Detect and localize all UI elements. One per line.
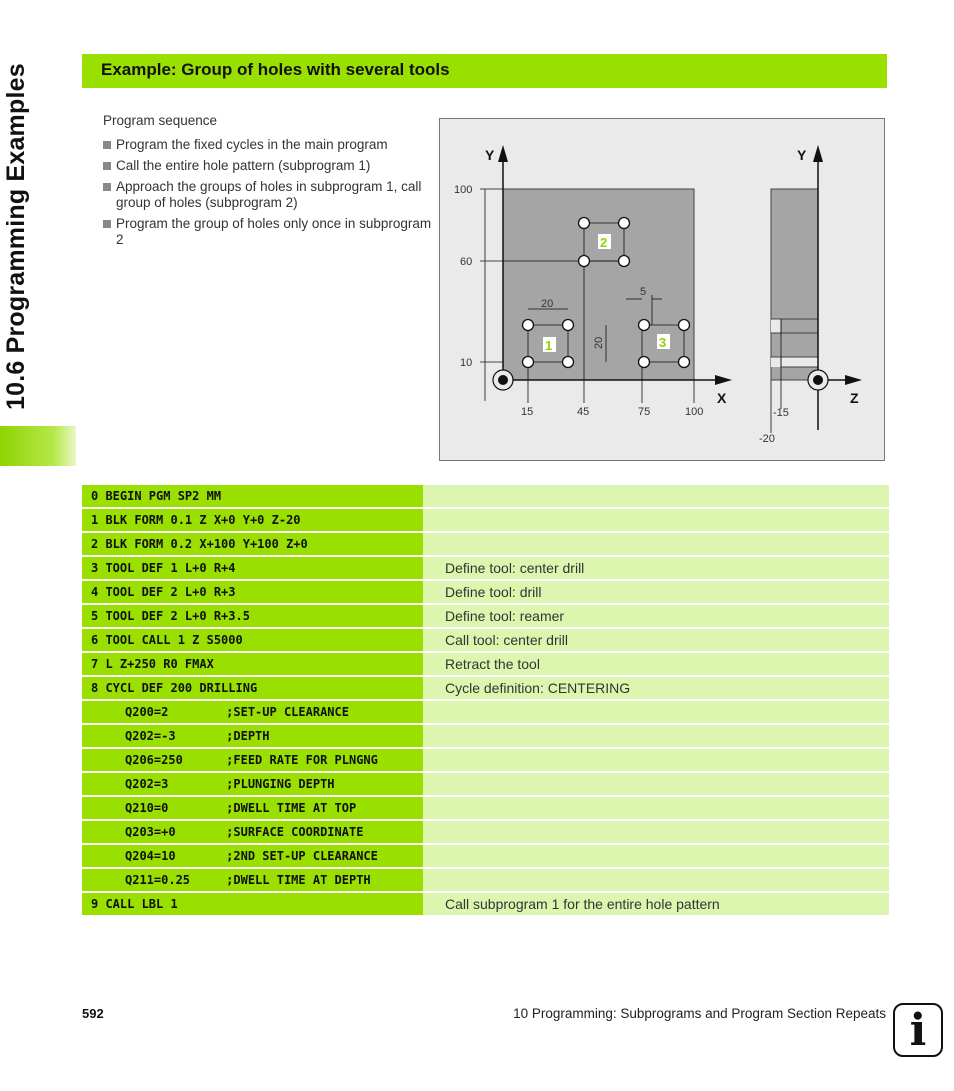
- hole-marker: [639, 320, 650, 331]
- square-bullet-icon: [103, 220, 111, 228]
- table-row: [82, 557, 889, 579]
- z-dim-15: -15: [773, 407, 789, 419]
- nc-code-cell: 2 BLK FORM 0.2 X+100 Y+100 Z+0: [82, 533, 423, 555]
- nc-code-cell: 3 TOOL DEF 1 L+0 R+4: [82, 557, 423, 579]
- list-item-text: Call the entire hole pattern (subprogram 1): [116, 158, 371, 173]
- table-row: [82, 893, 889, 915]
- group-2-label: 2: [600, 235, 608, 250]
- table-row: [82, 821, 889, 843]
- hole-marker: [563, 320, 574, 331]
- square-bullet-icon: [103, 162, 111, 170]
- list-item: [103, 179, 433, 211]
- dim-20-horizontal: 20: [541, 298, 554, 310]
- table-row: [82, 581, 889, 603]
- table-row: [82, 845, 889, 867]
- hole-marker: [523, 320, 534, 331]
- nc-description-cell: Define tool: drill: [423, 581, 889, 603]
- nc-code-cell: Q210=0 ;DWELL TIME AT TOP: [82, 797, 423, 819]
- origin-marker-side-icon: [808, 370, 828, 390]
- nc-description-cell: [423, 701, 889, 723]
- group-1-label: 1: [545, 338, 553, 353]
- list-item-text: Program the fixed cycles in the main program: [116, 137, 388, 152]
- hole-marker: [579, 256, 590, 267]
- info-icon: [893, 1003, 943, 1057]
- square-bullet-icon: [103, 183, 111, 191]
- nc-description-cell: [423, 533, 889, 555]
- y-dim-60: 60: [460, 256, 473, 268]
- program-sequence-list: [103, 137, 433, 248]
- list-item: [103, 216, 433, 248]
- program-sequence: [103, 113, 433, 253]
- nc-code-cell: Q211=0.25 ;DWELL TIME AT DEPTH: [82, 869, 423, 891]
- nc-description-cell: Define tool: center drill: [423, 557, 889, 579]
- table-row: [82, 701, 889, 723]
- x-dim-45: 45: [577, 406, 590, 418]
- nc-description-cell: [423, 509, 889, 531]
- nc-code-cell: Q203=+0 ;SURFACE COORDINATE: [82, 821, 423, 843]
- origin-marker-icon: [493, 370, 513, 390]
- hole-marker: [523, 357, 534, 368]
- nc-code-cell: Q200=2 ;SET-UP CLEARANCE: [82, 701, 423, 723]
- table-row: [82, 869, 889, 891]
- nc-code-cell: 0 BEGIN PGM SP2 MM: [82, 485, 423, 507]
- technical-drawing: [440, 119, 884, 460]
- dim-20-vertical: 20: [593, 336, 605, 349]
- nc-code-cell: 7 L Z+250 R0 FMAX: [82, 653, 423, 675]
- table-row: [82, 653, 889, 675]
- side-hole-lower: [771, 357, 818, 367]
- list-item: [103, 158, 433, 174]
- y-axis-arrow-icon: [498, 145, 508, 162]
- table-row: [82, 485, 889, 507]
- y-axis-right-arrow-icon: [813, 145, 823, 162]
- nc-description-cell: [423, 485, 889, 507]
- table-row: [82, 533, 889, 555]
- nc-description-cell: [423, 821, 889, 843]
- table-row: [82, 725, 889, 747]
- nc-description-cell: Call subprogram 1 for the entire hole pattern: [423, 893, 889, 915]
- x-axis-arrow-icon: [715, 375, 732, 385]
- y-axis-right-label: Y: [797, 147, 807, 163]
- hole-marker: [679, 357, 690, 368]
- x-dim-15: 15: [521, 406, 534, 418]
- nc-description-cell: [423, 749, 889, 771]
- hole-marker: [619, 256, 630, 267]
- side-section-title: [2, 63, 50, 450]
- nc-description-cell: Cycle definition: CENTERING: [423, 677, 889, 699]
- nc-description-cell: [423, 845, 889, 867]
- hole-marker: [563, 357, 574, 368]
- example-header: [82, 54, 887, 88]
- side-section-title-text: 10.6 Programming Examples: [2, 63, 30, 410]
- nc-code-cell: 8 CYCL DEF 200 DRILLING: [82, 677, 423, 699]
- nc-description-cell: [423, 797, 889, 819]
- nc-description-cell: Define tool: reamer: [423, 605, 889, 627]
- nc-code-cell: 1 BLK FORM 0.1 Z X+0 Y+0 Z-20: [82, 509, 423, 531]
- program-sequence-heading: Program sequence: [103, 113, 218, 128]
- table-row: [82, 509, 889, 531]
- nc-code-cell: 4 TOOL DEF 2 L+0 R+3: [82, 581, 423, 603]
- y-axis-label: Y: [485, 147, 495, 163]
- nc-code-cell: 5 TOOL DEF 2 L+0 R+3.5: [82, 605, 423, 627]
- nc-code-cell: 9 CALL LBL 1: [82, 893, 423, 915]
- nc-code-cell: Q206=250 ;FEED RATE FOR PLNGNG: [82, 749, 423, 771]
- table-row: [82, 605, 889, 627]
- z-axis-label: Z: [850, 390, 859, 406]
- x-dim-75: 75: [638, 406, 651, 418]
- example-title: Example: Group of holes with several tools: [101, 60, 450, 79]
- x-dim-100: 100: [685, 406, 704, 418]
- table-row: [82, 797, 889, 819]
- y-dim-10: 10: [460, 357, 473, 369]
- z-dim-20: -20: [759, 433, 775, 445]
- nc-code-cell: Q204=10 ;2ND SET-UP CLEARANCE: [82, 845, 423, 867]
- list-item: [103, 137, 433, 153]
- z-axis-arrow-icon: [845, 375, 862, 385]
- y-dim-100: 100: [454, 184, 473, 196]
- nc-description-cell: Call tool: center drill: [423, 629, 889, 651]
- hole-marker: [639, 357, 650, 368]
- table-row: [82, 677, 889, 699]
- page-number: 592: [82, 1006, 104, 1021]
- hole-marker: [619, 218, 630, 229]
- nc-program-table: [82, 485, 889, 917]
- nc-description-cell: [423, 869, 889, 891]
- list-item-text: Approach the groups of holes in subprogram 1, call group of holes (subprogram 2): [116, 179, 422, 210]
- info-icon-glyph: i: [909, 1005, 927, 1056]
- nc-code-cell: Q202=-3 ;DEPTH: [82, 725, 423, 747]
- nc-code-cell: 6 TOOL CALL 1 Z S5000: [82, 629, 423, 651]
- hole-pattern-drawing: [439, 118, 885, 461]
- hole-marker: [679, 320, 690, 331]
- x-axis-label: X: [717, 390, 727, 406]
- workpiece-side-view: [771, 189, 818, 380]
- list-item-text: Program the group of holes only once in subprogram 2: [116, 216, 432, 247]
- workpiece-front-view: [503, 189, 694, 380]
- square-bullet-icon: [103, 141, 111, 149]
- nc-description-cell: Retract the tool: [423, 653, 889, 675]
- dim-5: 5: [640, 286, 647, 298]
- table-row: [82, 749, 889, 771]
- nc-description-cell: [423, 773, 889, 795]
- table-row: [82, 773, 889, 795]
- chapter-footer: 10 Programming: Subprograms and Program Section Repeats: [513, 1006, 886, 1021]
- group-3-label: 3: [659, 335, 667, 350]
- nc-code-cell: Q202=3 ;PLUNGING DEPTH: [82, 773, 423, 795]
- hole-marker: [579, 218, 590, 229]
- nc-description-cell: [423, 725, 889, 747]
- table-row: [82, 629, 889, 651]
